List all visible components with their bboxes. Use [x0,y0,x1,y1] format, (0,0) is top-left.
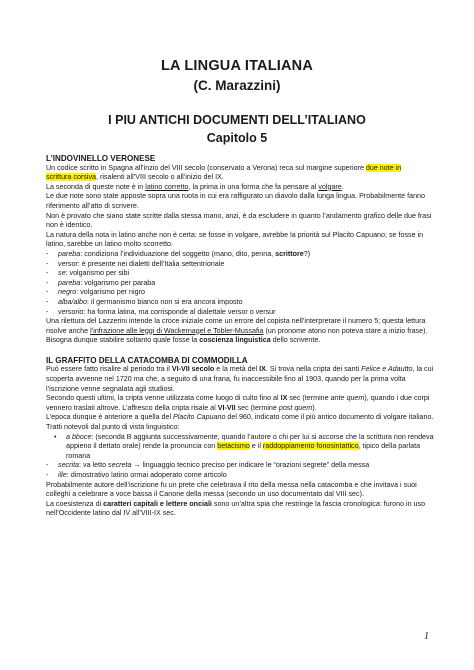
text: : dimostrativo latino ormai adoperato come articolo [66,471,227,479]
term-list [46,250,436,317]
text: e il [249,442,263,451]
text: . [341,182,344,191]
paragraph [46,394,436,413]
text: : è presente nei dialetti dell’Italia settentrionale [77,259,225,268]
italic-text: secreta [108,461,132,470]
paragraph [46,413,436,423]
list-item [46,433,436,462]
document-author: (C. Marazzini) [193,78,281,93]
list-item [46,288,436,298]
text: La seconda di queste note è in [46,182,146,191]
text: Bisogna dunque stabilire soltanto quale fosse la [46,336,200,345]
bold-text: VI-VII secolo [171,365,215,374]
heading-indovinello: L’INDOVINELLO VERONESE [46,154,156,163]
text: ?) [303,249,311,258]
bold-text: coscienza linguistica [199,336,271,345]
page-number: 1 [424,631,429,642]
text: Secondo questi ultimi, la cripta venne utilizzata come luogo di culto fino al [46,394,281,403]
text: Può essere fatto risalire al periodo tra il [46,365,172,374]
paragraph [46,336,436,346]
text: La coesistenza di [46,499,104,508]
text: dello scrivente. [270,336,321,345]
text: : (seconda B aggiunta successivamente, quando l’autore o chi per lui si accorse che la scrittura non rendeva appieno il dettato orale) rende la pronuncia con [66,432,434,451]
list-item [46,298,436,308]
term: se [58,269,66,278]
italic-text: post quem [278,403,313,412]
italic-text: Placito Capuano [173,413,226,422]
paragraph: Probabilmente autore dell’iscrizione fu un prete che celebrava il rito della messa nella catacomba e che invitava i suoi colleghi a celebrare a voce bassa il Canone della messa (secondo un uso documentato dal VIII sec). [46,480,417,499]
paragraph: Le due note sono state apposte sopra una ruota in cui era raffigurato un diavolo dalla lunga lingua. Probabilmente fanno riferimento all’atto di scrivere. [46,192,425,210]
underlined-text: l’infrazione alle leggi di Wackernagel e Tobler-Mussafia [90,326,264,335]
text: ). [312,403,317,412]
paragraph: Non è provato che siano state scritte dalla stessa mano, anzi, è da escludere in quanto l’andamento grafico delle due frasi non è identico. [46,211,432,230]
text: : volgarismo per sibi [65,269,130,278]
highlight: raddoppiamento fonosintattico [262,442,359,451]
underlined-text: volgare [318,182,342,191]
bold-text: IX [259,365,266,374]
chapter-title: Capitolo 5 [206,131,268,145]
text: del 960, indicato come il più antico documento di volgare italiano. [225,413,434,422]
heading-graffito: IL GRAFFITO DELLA CATACOMBA DI COMMODILLA [46,355,248,365]
list-item [46,461,436,471]
term: a bboce [66,432,92,441]
text: . Si trova nella cripta dei santi [265,365,362,374]
text: , tipico della parlata romana [66,442,421,460]
term: secrita [58,461,80,470]
bold-text: scrittore [275,249,304,258]
paragraph: La natura della nota in latino anche non è certa: se fosse in volgare, avrebbe la priorità sul Placito Capuano; se fosse in latino, sarebbe un latino molto scorretto. [46,230,424,249]
list-item [46,260,436,270]
paragraph [46,183,436,193]
text: (un pronome atono non poteva stare a inizio frase). [263,326,428,335]
highlight: betacismo [217,442,250,451]
text: sono un’altra spia che restringe la fascia cronologica: furono in uso nell’Occidente latino dal IV all’VIII-IX sec. [46,499,426,518]
text: sec (termine [235,403,279,412]
underlined-text: latino corretto [145,182,189,191]
term: versor [58,259,78,268]
text: e la metà del [214,365,260,374]
term: pareba [58,278,81,287]
text: : condiziona l’individuazione del soggetto (mano, dito, penna, [80,249,276,258]
text: : va letto [79,461,109,470]
term: ille [58,471,67,479]
text: : volgarismo per nigro [76,288,145,297]
italic-text: ante quem [330,394,365,403]
text: → linguaggio tecnico preciso per indicare le “orazioni segrete” della messa [131,461,370,470]
term: negro [58,288,77,297]
document-title: LA LINGUA ITALIANA [160,58,314,74]
list-item [46,269,436,279]
italic-text: Felice e Adautto [361,365,413,374]
paragraph [46,317,436,336]
paragraph [46,500,436,519]
text: Una rilettura del Lazzerini intende la croce iniziale come un errore del copista nell’interpretare il numero 5; questa lettura risolve anche [46,317,426,335]
text: , la prima in una forma che fa pensare al [188,182,319,191]
bold-text: caratteri capitali e lettere onciali [103,499,212,508]
text: : il germanismo bianco non si era ancora imposto [87,297,243,306]
text: L’epoca dunque è anteriore a quella del [46,413,174,422]
list-item [46,250,436,260]
bold-text: IX [280,394,288,403]
text: , risalenti all’VIII secolo o all’inizio del IX. [96,173,224,182]
paragraph: Tratti notevoli dal punto di vista linguistico: [46,423,180,432]
text: , la cui scoperta avvenne nel 1720 ma che, a seguito di una frana, fu inaccessibile fino al 1903, quando per la prima volta l’iscrizione venne segnalata agli studiosi. [46,365,434,393]
paragraph [46,365,436,394]
highlight: due note in [365,163,402,172]
term: versorio [58,307,84,316]
bold-text: VI-VII [217,403,236,412]
term: pareba [58,249,81,258]
list-item [46,471,436,481]
text: : ha forma latina, ma corrisponde al dialettale versor o versur [83,307,276,316]
paragraph [46,164,436,183]
text: Un codice scritto in Spagna all’inzio del VIII secolo (conservato a Verona) reca sul margine superiore [46,163,366,172]
list-item [46,308,436,318]
document-body [46,154,436,519]
term: alba/albo [58,297,87,306]
text: sec (termine [287,394,331,403]
list-item [46,279,436,289]
text: ), quando i due corpi vennero traslati altrove. L’affresco della cripta risale al [46,394,430,412]
section-title: I PIU ANTICHI DOCUMENTI DELL’ITALIANO [108,113,366,127]
text: : volgarismo per paraba [80,278,156,287]
highlight: scrittura corsiva [46,173,96,182]
